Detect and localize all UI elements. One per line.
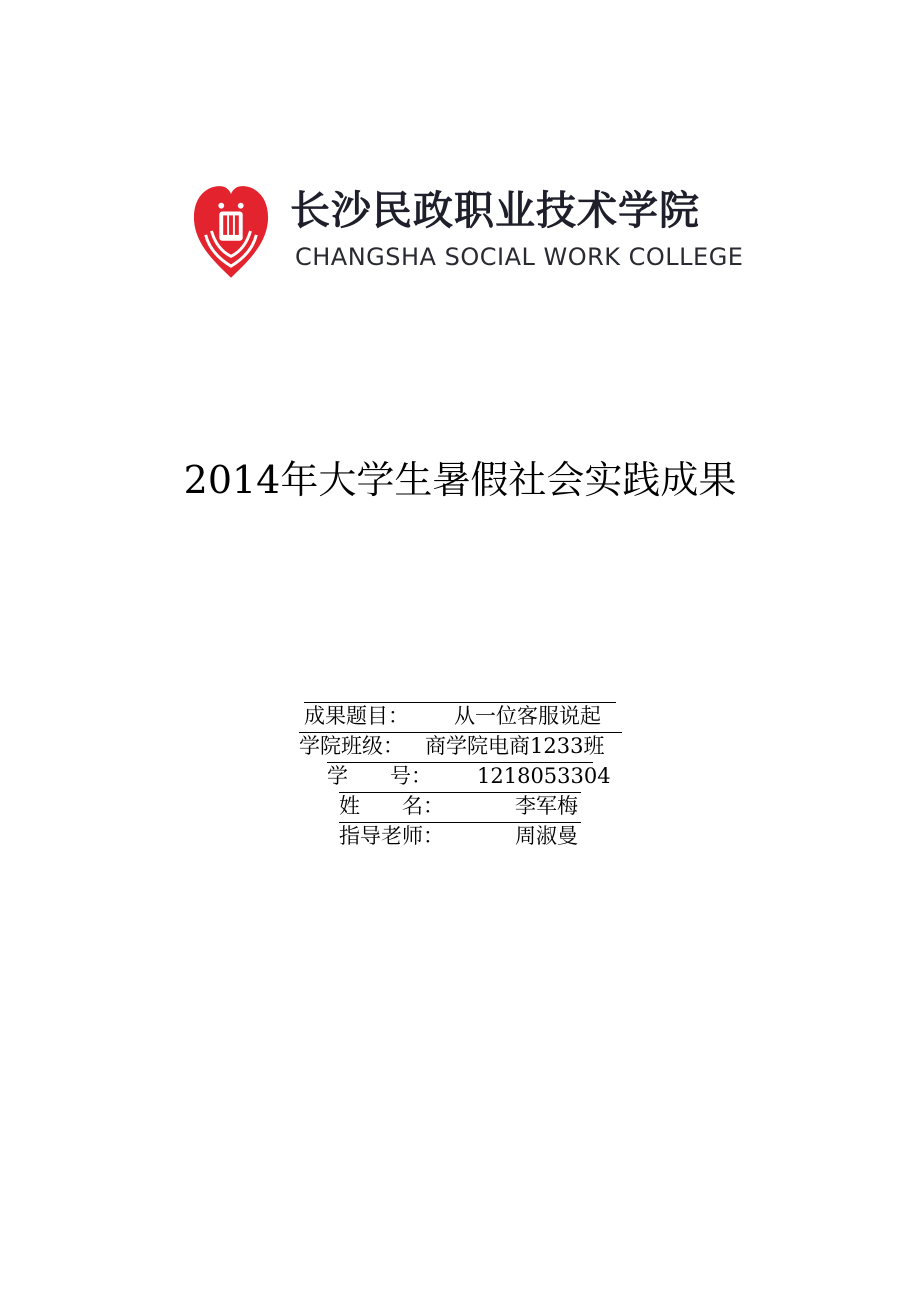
college-name-english: CHANGSHA SOCIAL WORK COLLEGE: [295, 243, 744, 271]
info-row-class: [0, 732, 920, 762]
info-row-topic: [0, 702, 920, 732]
name-value: 李军梅: [515, 794, 578, 818]
info-row-id: [0, 762, 920, 792]
id-field: [327, 762, 611, 788]
college-logo: [190, 178, 744, 288]
heart-emblem-icon: [192, 182, 270, 280]
topic-value: 从一位客服说起: [454, 704, 601, 728]
advisor-value: 周淑曼: [515, 824, 578, 848]
class-field: [299, 732, 622, 758]
info-block: [0, 702, 920, 852]
name-field: [339, 792, 581, 818]
advisor-label: 指导老师：: [339, 824, 444, 848]
college-name-chinese: 长沙民政职业技术学院: [290, 188, 700, 234]
info-row-advisor: [0, 822, 920, 852]
advisor-field: [339, 822, 581, 848]
class-label: 学院班级：: [299, 734, 404, 758]
name-label: 姓 名：: [339, 794, 444, 818]
class-value: 商学院电商1233班: [425, 734, 605, 758]
info-row-name: [0, 792, 920, 822]
document-title: 2014年大学生暑假社会实践成果: [183, 458, 737, 502]
id-label: 学 号：: [327, 764, 432, 788]
id-value: 1218053304: [477, 764, 611, 788]
topic-label: 成果题目：: [304, 704, 409, 728]
topic-field: [304, 702, 616, 728]
